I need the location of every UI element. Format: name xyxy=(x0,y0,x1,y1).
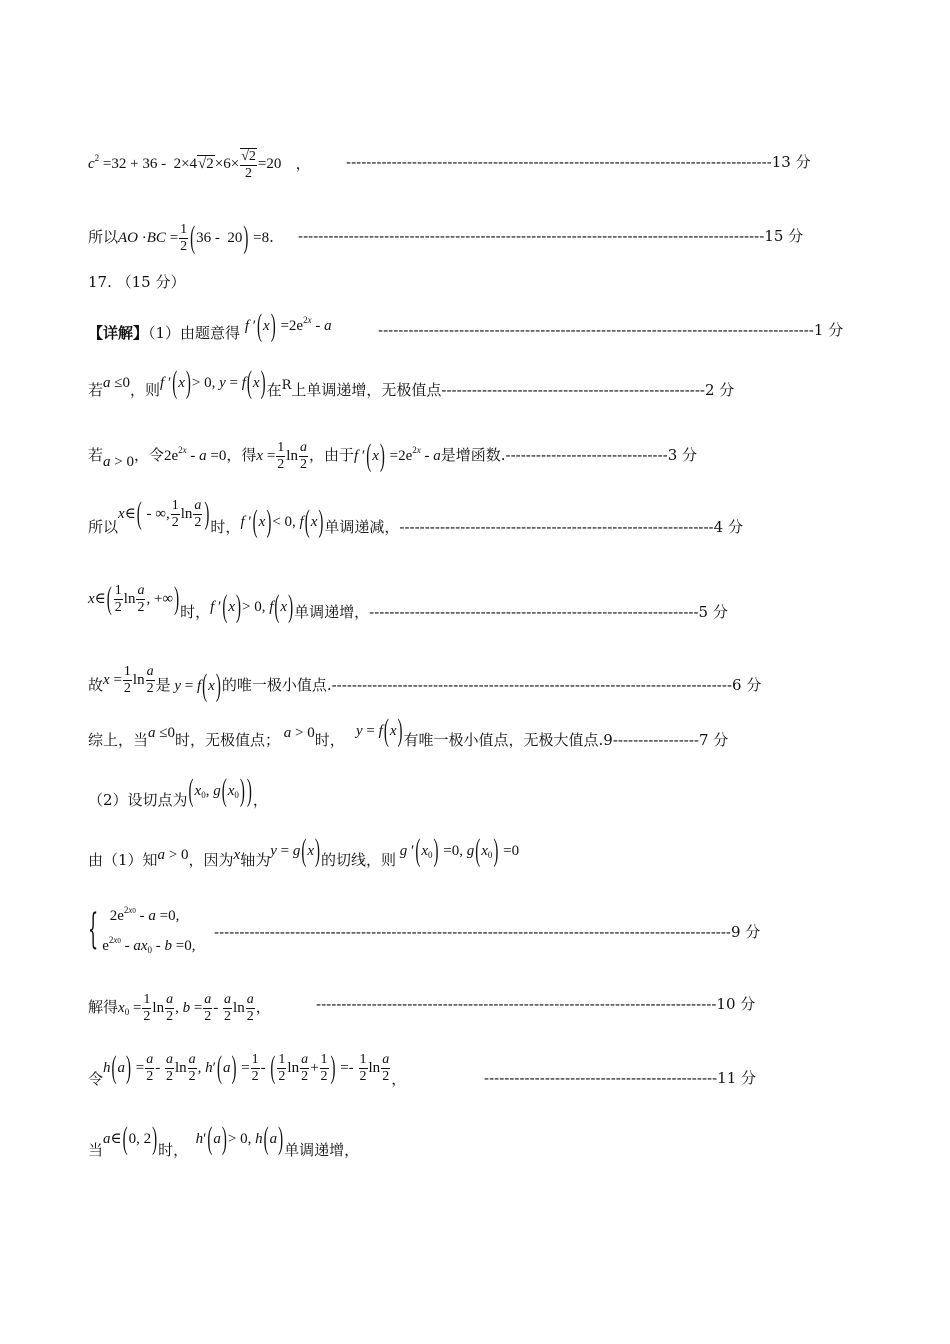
math-fprime-negative: f ′(x)< 0, f(x) xyxy=(240,505,324,540)
text-unique-min-no-max: 有唯一极小值点，无极大值点.9 xyxy=(403,731,613,749)
detail-line-2 xyxy=(88,366,735,402)
detail-line-solve: 解得$x_0$ = $\frac{1}{2}$ ln $\frac{a}{2}$ , b = $\frac{a}{2}$ - $\frac{a}{2}$ ln $\frac{a}{2}$ ， xyxy=(88,992,271,1024)
math-interval-left: x∈( - ∞, $\frac{1}{2}$ ln $\frac{a}{2}$ ) xyxy=(118,497,210,532)
formula-line-c-squared xyxy=(88,148,311,182)
text-increasing3: 单调递增， xyxy=(284,1141,360,1159)
math-equation-zero: $2e^{2x} - a =0$ xyxy=(164,445,227,464)
detail-line-8 xyxy=(88,774,268,815)
math-c-squared: $c^2 =32 + 36 - 2\times 4√2\times 6\times$ $\frac{√2}{2}$ =20 xyxy=(88,149,282,181)
math-y-fx: y = f(x) xyxy=(174,669,221,704)
score-13: ------------------------------------------------------------------------------------13 分 xyxy=(346,153,811,171)
brace-icon: { xyxy=(88,904,99,954)
text-when3: 时， xyxy=(314,731,345,749)
math-x-min: x = $\frac{1}{2}$ ln $\frac{a}{2}$ xyxy=(103,664,154,696)
math-y-fx-2: y = f(x) xyxy=(356,714,403,749)
text-summary: 综上，当 xyxy=(88,731,149,749)
math-a-gt-0: a > 0 xyxy=(103,454,134,470)
text-increasing-fn: 是增函数. xyxy=(440,446,506,464)
score-3: --------------------------------3 分 xyxy=(505,446,698,464)
math-y-gx: y = g(x) xyxy=(270,834,321,869)
text-then: ，则 xyxy=(130,381,161,399)
text-no-extreme: 时，无极值点； xyxy=(175,731,281,749)
text-R: R xyxy=(281,378,292,393)
text-when4: 当 xyxy=(88,1141,104,1159)
text-therefore: 故 xyxy=(88,675,104,694)
detail-line-7 xyxy=(88,714,729,752)
math-h-hprime: h(a) = $\frac{a}{2}$ - $\frac{a}{2}$ ln $\frac{a}{2}$ , h′(a) = $\frac{1}{2}$ - ( $\frac{1}{2}$ ln $\frac{a}{2}$ + $\frac{1}{2}$ ) =- $\frac{1}{2}$ ln $\frac{a}{2}$ xyxy=(103,1051,390,1086)
text-axis-is: 轴为 xyxy=(240,851,271,869)
text-since: ，由于 xyxy=(308,446,354,464)
detail-line-4 xyxy=(88,497,743,545)
detail-line-6 xyxy=(88,664,762,704)
text-tangent-then: 的切线，则 xyxy=(321,851,397,869)
math-x-solution: x = $\frac{1}{2}$ ln $\frac{a}{2}$ xyxy=(256,440,307,473)
text-when: 时， xyxy=(210,517,241,536)
math-derivative-2: f $'(x) =2e^{2x} - a$ xyxy=(353,439,441,474)
math-a-gt-0-b: a > 0 xyxy=(283,725,315,741)
math-dot-product: AO ·BC = $\frac{1}{2}$ (36 - 20) =8 xyxy=(118,221,270,256)
detail-line-system xyxy=(88,898,196,962)
math-system: $2e^{2x0} - a =0$, $e^{2x0} - ax_0 - b =0$, xyxy=(102,905,196,955)
text-let2: 令 xyxy=(88,1069,104,1088)
detail-line-last xyxy=(88,1122,360,1162)
detail-line-9 xyxy=(88,834,520,875)
math-fprime-positive: f ′(x)> 0, y = f(x) xyxy=(160,366,266,401)
math-a-le-0: a ≤0 xyxy=(103,375,130,391)
math-fprime-positive-2: f ′(x)> 0, f(x) xyxy=(210,590,294,625)
math-x0-b: $x_0$ = $\frac{1}{2}$ ln $\frac{a}{2}$ , b = $\frac{a}{2}$ - $\frac{a}{2}$ ln $\frac{a}{2}$ xyxy=(118,992,254,1024)
score-4: --------------------------------------------------------------4 分 xyxy=(399,517,743,536)
score-2: ----------------------------------------------------2 分 xyxy=(441,381,735,399)
text-unique-min: 的唯一极小值点. xyxy=(221,675,332,694)
text-get: ，得 xyxy=(226,446,257,464)
math-a-interval: a∈(0, 2) xyxy=(103,1122,158,1157)
question-17-heading: 17. （15 分） xyxy=(88,273,186,291)
math-interval-right: x∈( $\frac{1}{2}$ ln $\frac{a}{2}$ , +∞) xyxy=(88,582,180,617)
detail-line-h: 令h(a) = $\frac{a}{2}$ - $\frac{a}{2}$ ln $\frac{a}{2}$ , h′(a) = $\frac{1}{2}$ - ( $\frac{1}{2}$ ln $\frac{a}{2}$ + $\frac{1}{2}$ ) =- $\frac{1}{2}$ ln $\frac{a}{2}$ ， xyxy=(88,1051,407,1088)
formula-line-dot-product: 所以AO ·BC = $\frac{1}{2}$ (36 - 20) =8. xyxy=(88,221,274,256)
math-a-gt-0-c: a > 0 xyxy=(157,847,189,863)
text-suoyi: 所以 xyxy=(88,227,119,246)
score-15: --------------------------------------------------------------------------------------------15 分 xyxy=(298,227,804,245)
detail-line-1 xyxy=(88,309,332,345)
text-increasing2: 单调递增， xyxy=(294,602,370,621)
text-increasing: 上单调递增，无极值点 xyxy=(291,381,442,399)
math-derivative: f $'(x) =2e^{2x} - a$ xyxy=(244,309,332,344)
text-solve: 解得 xyxy=(88,997,119,1016)
score-1: --------------------------------------------------------------------------------------1 分 xyxy=(378,321,844,339)
score-11: ----------------------------------------------11 分 xyxy=(484,1069,756,1087)
text-tangent-point: （2）设切点为 xyxy=(88,791,188,809)
text-because: ，因为 xyxy=(188,851,234,869)
math-hprime-positive: h′(a)> 0, h(a) xyxy=(195,1122,284,1157)
text-on: 在 xyxy=(266,381,282,399)
text-is: 是 xyxy=(155,675,171,694)
text-step1: （1）由题意得 xyxy=(148,324,241,342)
score-7: -----------------7 分 xyxy=(612,731,729,749)
detail-line-3 xyxy=(88,440,697,473)
text-when2: 时， xyxy=(180,602,211,621)
comma-2: ， xyxy=(252,791,268,809)
score-6: -------------------------------------------------------------------------------6 分 xyxy=(331,675,762,694)
detail-line-5 xyxy=(88,582,728,630)
text-if2: 若 xyxy=(88,446,104,464)
math-g-conditions: g $'(x_0) =0$, $g(x_0) =0$ xyxy=(399,834,520,869)
score-9: ------------------------------------------------------------------------------------------------------9 分 xyxy=(214,923,761,941)
text-if: 若 xyxy=(88,381,104,399)
text-let: ，令 xyxy=(133,446,164,464)
score-10: -------------------------------------------------------------------------------10 分 xyxy=(316,995,756,1013)
math-x-axis: x xyxy=(233,847,241,863)
score-5: -----------------------------------------------------------------5 分 xyxy=(369,602,728,621)
math-tangent-point: ($x_0$, $g(x_0)$ ) xyxy=(188,774,252,809)
text-from-1: 由（1）知 xyxy=(88,851,158,869)
text-so: 所以 xyxy=(88,517,119,536)
comma: ， xyxy=(286,154,311,173)
math-a-le-0-b: a ≤0 xyxy=(148,725,175,741)
text-decreasing: 单调递减， xyxy=(324,517,400,536)
label-detail: 【详解】 xyxy=(88,324,149,342)
text-when5: 时， xyxy=(158,1141,189,1159)
